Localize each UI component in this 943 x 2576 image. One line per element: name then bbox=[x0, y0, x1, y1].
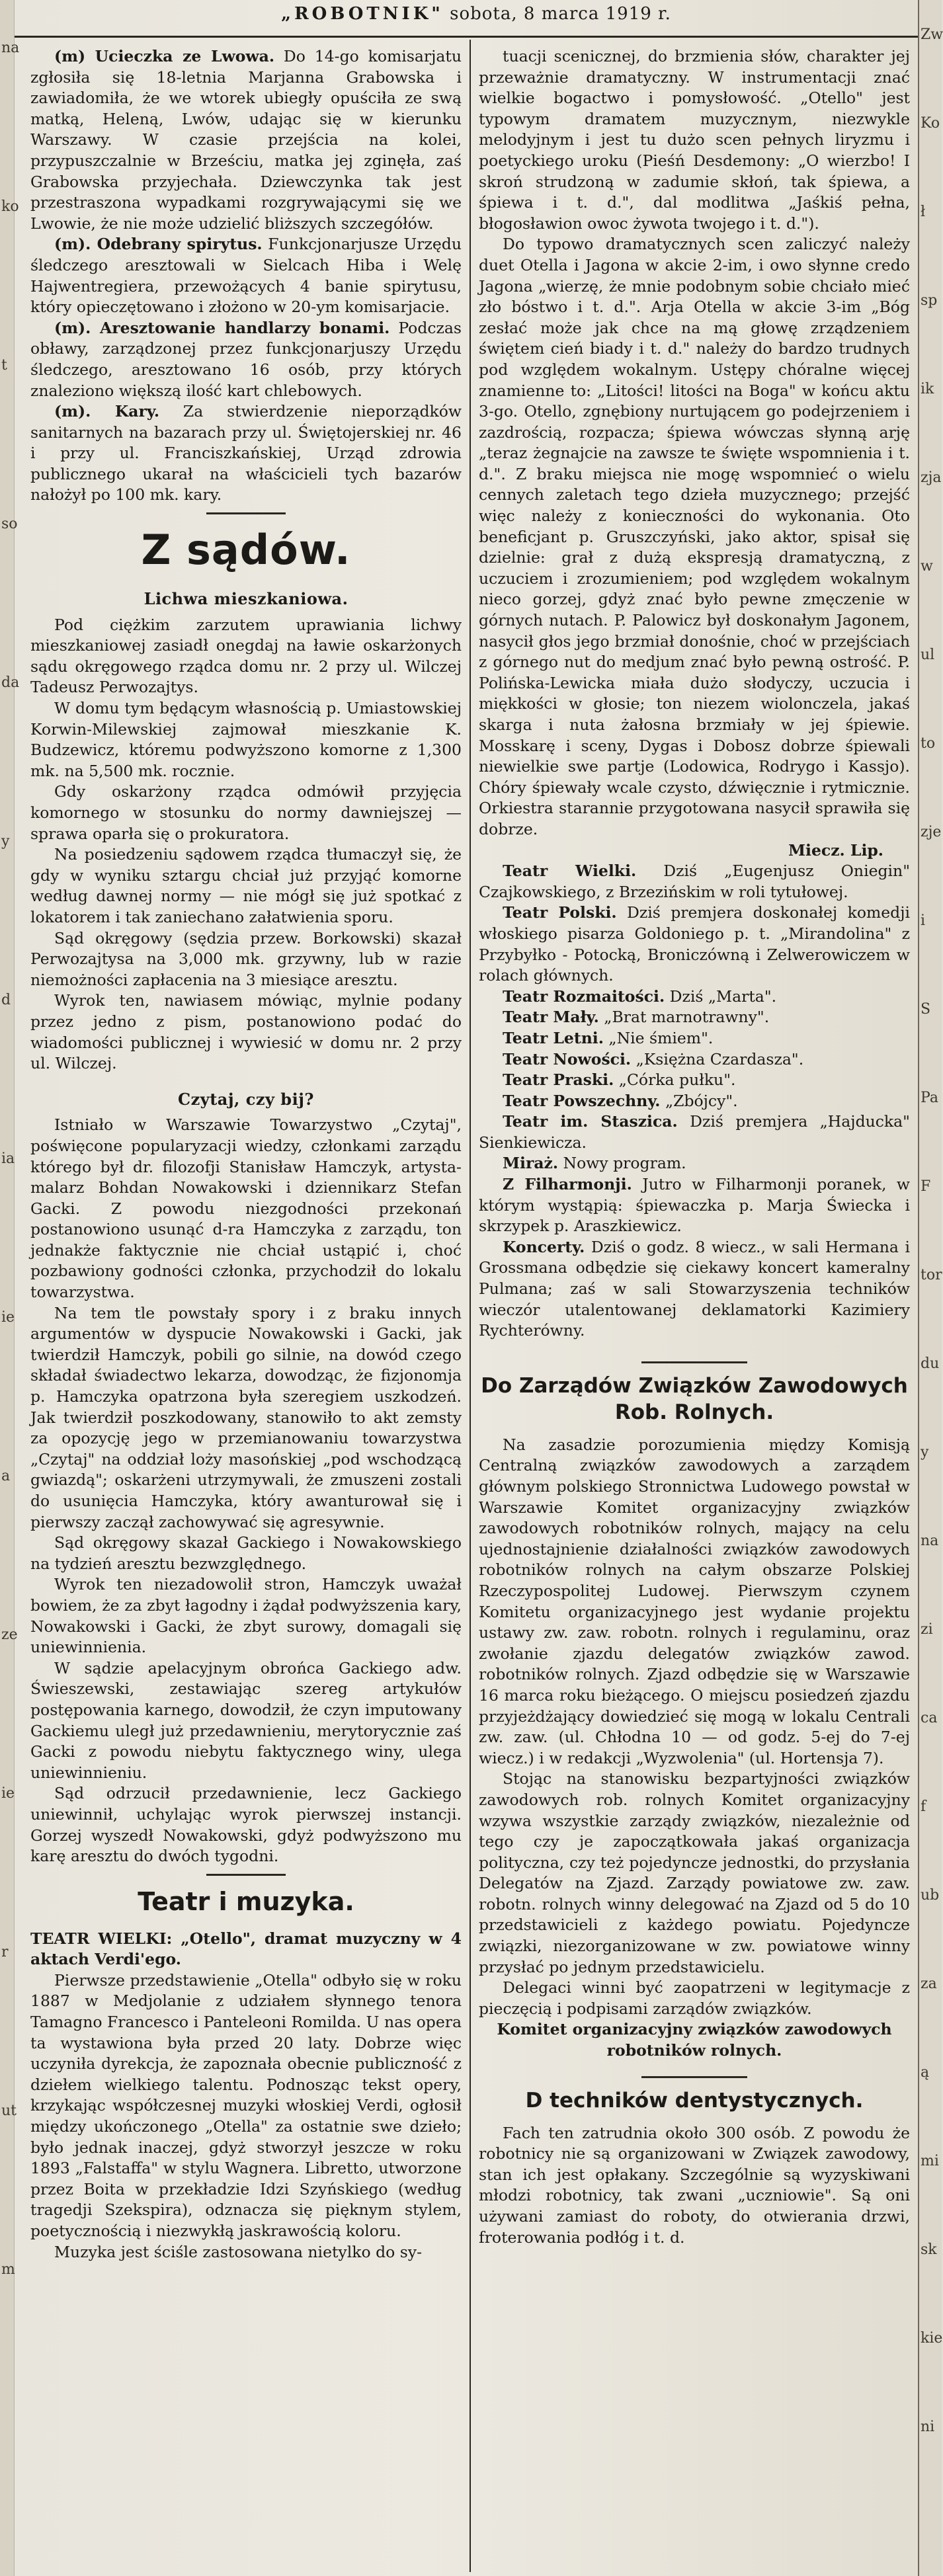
edge-fragment: ni bbox=[921, 2419, 935, 2435]
czytaj-title: Czytaj, czy bij? bbox=[178, 1089, 314, 1109]
theatre-listing bbox=[479, 1091, 910, 1112]
edge-fragment: sk bbox=[921, 2241, 937, 2258]
news-item-text: Za stwierdzenie nieporządków sanitarnych na bazarach przy ul. Świętojerskiej nr. 46 i przy ul. Franciszkańskiej, Urząd zdrowia publicznego ukarał na właścicieli tych bazarów nałożył po 100 mk. kary. bbox=[30, 402, 462, 504]
lichwa-paragraph: Sąd okręgowy (sędzia przew. Borkowski) skazał Perwozajtysa na 3,000 mk. grzywny, lub w razie niemożności zapłacenia na 3 miesiące aresztu. bbox=[30, 928, 462, 989]
news-item-lead: (m). Aresztowanie handlarzy bonami. bbox=[54, 318, 390, 337]
review-paragraph: tuacji scenicznej, do brzmienia słów, charakter jej przeważnie dramatyczny. W instrumentacji znać wielkie bogactwo i pomysłowość. „Otello" jest typowym dramatem muzycznym, niezwykle melodyjnym i jest tu dużo scen pełnych liryzmu i poetyckiego uroku (Pieśń Desdemony: „O wierzbo! I skroń strudzoną w zadumie skłoń, tak śpiewa, a śpiewa i t. d.", dal modlitwa „Jaśkiś pełna, błogosławion owoc żywota twojego i t. d."). bbox=[479, 47, 910, 233]
theatre-listing bbox=[479, 1028, 910, 1049]
news-item bbox=[30, 318, 462, 401]
theatre-listing-lead: Teatr im. Staszica. bbox=[503, 1112, 678, 1131]
edge-fragment: ca bbox=[921, 1710, 938, 1726]
news-item-lead: (m) Ucieczka ze Lwowa. bbox=[54, 47, 275, 65]
news-item bbox=[30, 401, 462, 506]
right-neighbor-page-strip bbox=[918, 0, 942, 2576]
edge-fragment: r bbox=[1, 1944, 9, 1960]
edge-fragment: F bbox=[921, 1178, 931, 1195]
edge-fragment: y bbox=[1, 833, 10, 850]
edge-fragment: ub bbox=[921, 1887, 940, 1904]
theatre-listing-text: „Księżna Czardasza". bbox=[631, 1049, 804, 1068]
theatre-listing bbox=[479, 903, 910, 986]
theatre-listing-lead: Teatr Mały. bbox=[503, 1008, 599, 1027]
news-briefs bbox=[30, 46, 462, 506]
otello-paragraph: Pierwsze przedstawienie „Otella" odbyło się w roku 1887 w Medjolanie z udziałem słynnego tenora Tamagno Francesco i Panteleoni Romilda. U nas opera ta wystawiona była przed 20 laty. Dobrze więc uczyniła dyrekcja, że zapoznała obecnie publiczność z dziełem wielkiego talentu. Podnosząc tekst opery, krzykając współczesnej muzyki włoskiej Verdi, ogłosił między ukończonego „Otella" za ostatnie swe dzieło; było jednak inaczej, gdyż stworzył jeszcze w roku 1893 „Falstaffa" w stylu Wagnera. Libretto, utworzone przez Boita w przekładzie Idzi Szyńskiego (według tragedji Szekspira), odznacza się pięknym stylem, poetycznością i niezwykłą jaskrawością koloru. bbox=[30, 1970, 462, 2240]
theatre-listing-text: Jutro w Filharmonji poranek, w którym wystąpią: śpiewaczka p. Marja Świecka i skrzypek p. Araszkiewicz. bbox=[479, 1175, 911, 1236]
theatre-listing-text: Dziś „Marta". bbox=[665, 986, 777, 1006]
theatre-listing bbox=[479, 1007, 910, 1028]
union-paragraph: Delegaci winni być zaopatrzeni w legitymacje z pieczęcią i podpisami zarządów związków. bbox=[479, 1978, 910, 2018]
czytaj-article bbox=[30, 1115, 462, 1867]
theatre-listing-lead: Teatr Praski. bbox=[503, 1070, 614, 1090]
dentists-heading: D techników dentystycznych. bbox=[525, 2088, 864, 2113]
edge-fragment: Ko bbox=[921, 115, 940, 132]
left-neighbor-page-strip bbox=[0, 0, 20, 2576]
courts-heading: Z sądów. bbox=[141, 526, 351, 575]
edge-fragment: da bbox=[1, 674, 20, 691]
theatre-listing-text: Dziś o godz. 8 wiecz., w sali Hermana i Grossmana odbędzie się ciekawy koncert kameralny Pulmana; zaś w sali Stowarzyszenia techników wieczór utalentowanej deklamatorki Kazimiery Rychterówny. bbox=[479, 1237, 910, 1340]
edge-fragment: ia bbox=[1, 1150, 15, 1167]
edge-fragment: sp bbox=[921, 292, 938, 309]
theatre-listing bbox=[479, 986, 910, 1008]
edge-fragment: tor bbox=[921, 1267, 942, 1283]
union-paragraph: Na zasadzie porozumienia między Komisją Centralną związków zawodowych a zarządem głównym polskiego Stronnictwa Ludowego powstał w Warszawie Komitet organizacyjny związków zawodowych robotników rolnych, mający na celu ujednostajnienie działalności związków zawodowych robotników rolnych na całym obszarze Polskiej Rzeczypospolitej Ludowej. Pierwszym czynem Komitetu organizacyjnego jest wydanie projektu ustawy zw. zaw. robotn. rolnych i regulaminu, oraz zwołanie zjazdu delegatów związków zawod. robotników rolnych. Zjazd odbędzie się w Warszawie 16 marca roku bieżącego. O miejscu posiedzeń zjazdu przyjeżdżający dowiedzieć się mogą w lokalu Centrali zw. zaw. (ul. Chłodna 10 — od godz. 5-ej do 7-ej wiecz.) i w redakcji „Wyzwolenia" (ul. Hortensja 7). bbox=[479, 1435, 910, 1767]
news-item-text: Podczas obławy, zarządzonej przez funkcjonarjuszy Urzędu śledczego, aresztowano 16 osób, przy których znaleziono większą ilość kart chlebowych. bbox=[30, 318, 462, 400]
theatre-listing-lead: Teatr Polski. bbox=[503, 903, 617, 922]
theatre-listing-text: Dziś premjera „Hajducka" Sienkiewicza. bbox=[479, 1112, 910, 1152]
edge-fragment: na bbox=[1, 40, 20, 56]
edge-fragment: w bbox=[921, 558, 933, 575]
edge-fragment: Pa bbox=[921, 1090, 938, 1106]
theatre-listing bbox=[479, 1153, 910, 1174]
union-signature: Komitet organizacyjny związków zawodowych robotników rolnych. bbox=[497, 2020, 892, 2060]
theatre-listing-lead: Teatr Letni. bbox=[503, 1028, 604, 1047]
edge-fragment: ik bbox=[921, 381, 934, 397]
theatre-listing-text: „Brat marnotrawny". bbox=[598, 1008, 770, 1027]
news-item-text: Do 14-go komisarjatu zgłosiła się 18-letnia Marjanna Grabowska i zawiadomiła, że we wtorek ubiegły opuściła ze swą matką, Heleną, Lwów, udając się w kierunku Warszawy. W czasie przejścia na kolei, przypuszczalnie w Brześciu, matka jej zginęła, zaś Grabowska przyjechała. Dziewczynka tak jest przestraszona wypadkami rozgrywającymi się we Lwowie, że nie może udzielić bliższych szczegółów. bbox=[30, 47, 462, 233]
review-signature: Miecz. Lip. bbox=[788, 840, 883, 860]
edge-fragment: a bbox=[1, 1468, 11, 1484]
theatre-listings bbox=[479, 861, 910, 1342]
lichwa-paragraph: Gdy oskarżony rządca odmówił przyjęcia komornego w stosunku do normy dawniejszej — sprawa oparła się o prokuratora. bbox=[30, 782, 462, 843]
news-item-text: Funkcjonarjusze Urzędu śledczego aresztowali w Sielcach Hiba i Welę Hajwentregiera, przewożących 4 banie spirytusu, który opieczętowano i złożono w 20-ym komisarjacie. bbox=[30, 235, 462, 317]
edge-fragment: ą bbox=[921, 2064, 930, 2081]
edge-fragment: ul bbox=[921, 647, 935, 663]
theatre-listing bbox=[479, 861, 910, 903]
czytaj-paragraph: Sąd okręgowy skazał Gackiego i Nowakowskiego na tydzień aresztu bezwzględnego. bbox=[30, 1533, 462, 1573]
czytaj-paragraph: Sąd odrzucił przedawnienie, lecz Gackiego uniewinnił, uchylając wyrok pierwszej instancji. Gorzej wyszedł Nowakowski, gdyż podwyższono mu karę aresztu do dwóch tygodni. bbox=[30, 1784, 462, 1866]
edge-fragment: m bbox=[1, 2261, 15, 2278]
edge-fragment: ko bbox=[1, 198, 19, 215]
theatre-listing-lead: Z Filharmonji. bbox=[503, 1175, 632, 1194]
edge-fragment: i bbox=[921, 912, 926, 929]
edge-fragment: na bbox=[921, 1533, 939, 1549]
theatre-listing-text: „Nie śmiem". bbox=[603, 1028, 714, 1047]
column-right bbox=[479, 46, 910, 2565]
otello-paragraph: Muzyka jest ściśle zastosowana nietylko do sy- bbox=[54, 2242, 423, 2261]
edge-fragment: y bbox=[921, 1444, 929, 1461]
theatre-listing bbox=[479, 1174, 910, 1237]
masthead-rule bbox=[15, 36, 918, 38]
theatre-listing bbox=[479, 1049, 910, 1070]
theatre-listing-lead: Teatr Powszechny. bbox=[503, 1091, 661, 1110]
union-paragraph: Stojąc na stanowisku bezpartyjności związków zawodowych rob. rolnych Komitet organizacyjny wzywa wszystkie zarządy związków, niezależnie od tego czy je zapoczątkowała jakaś organizacja polityczna, czy też pojedyncze jednostki, do przysłania Delegatów na Zjazd. Zarządy powiatowe zw. zaw. robotn. rolnych winny delegować na Zjazd od 5 do 10 przedstawicieli z każdego powiatu. Pojedyncze związki, niezorganizowane w zw. powiatowe winny przysłać po jednym przedstawicielu. bbox=[479, 1769, 910, 1976]
edge-fragment: kie bbox=[921, 2330, 943, 2347]
edge-fragment: Zw bbox=[921, 26, 943, 43]
column-left bbox=[30, 46, 462, 2565]
theatre-listing bbox=[479, 1111, 910, 1153]
edge-fragment: du bbox=[921, 1355, 940, 1372]
paper-title: „ROBOTNIK" bbox=[281, 4, 444, 24]
edge-fragment: d bbox=[1, 992, 11, 1008]
theatre-listing-text: Dziś „Eugenjusz Oniegin" Czajkowskiego, z Brzezińskim w roli tytułowej. bbox=[479, 862, 910, 901]
news-item bbox=[30, 234, 462, 317]
lichwa-article bbox=[30, 615, 462, 1074]
edge-fragment: zi bbox=[921, 1621, 933, 1638]
teatr-heading: Teatr i muzyka. bbox=[138, 1886, 354, 1916]
edge-fragment: za bbox=[921, 1976, 937, 1992]
review-paragraph: Do typowo dramatycznych scen zaliczyć należy duet Otella i Jagona w akcie 2-im, i owo słynne credo Jagona „wierzę, że mnie podobnym sobie chciało mieć zło bóstwo i t. d.". Arja Otella w akcie 3-im „Bóg zesłać może jak chce na mą głowę zrządzeniem świętem cień biady i t. d." należy do bardzo trudnych pod względem wokalnym. Ustępy chóralne więcej znamienne to: „Litości! litości na Boga" w końcu aktu 3-go. Otello, zgnębiony nurtującem go podejrzeniem i zazdrością, rozpacza; śpiewa wówczas słynną arję „teraz żegnajcie na zawsze te święte wspomnienia i t. d.". Z braku miejsca nie mogę wspomnieć o wielu cennych zaletach tego dzieła muzycznego; przejść więc należy z konieczności do wykonania. Oto beneficjant p. Gruszczyński, jako aktor, spisał się dzielnie: grał z dużą ekspresją dramatyczną, z uczuciem i zrozumieniem; pod względem wokalnym nieco gorzej, gdyż znać było pewne zmęczenie w górnych nutach. P. Palowicz był doskonałym Jagonem, nasycił głos jego brzmiał donośnie, choć w przejściach z górnego nut do medjum znać było pewną ostrość. P. Polińska-Lewicka miała dużo słodyczy, uczucia i miękkości w głosie; ton niezem wiolonczela, jakaś skarga i nuta żałosna brzmiały w jej śpiewie. Mosskarę i sceny, Dygas i Dobosz dobrze śpiewali niewielkie swe partje (Lodowica, Rodrygo i Kassjo). Chóry śpiewały wcale czysto, dźwięcznie i rytmicznie. Orkiestra starannie przygotowana nasycił sprawiła się dobrze. bbox=[479, 235, 910, 838]
news-item-lead: (m). Odebrany spirytus. bbox=[54, 235, 263, 254]
otello-lead: TEATR WIELKI: „Otello", dramat muzyczny w 4 aktach Verdi'ego. bbox=[30, 1929, 462, 1969]
news-item-lead: (m). Kary. bbox=[54, 402, 160, 421]
masthead bbox=[40, 4, 913, 34]
otello-review-continued bbox=[479, 46, 910, 840]
section-rule bbox=[206, 1874, 286, 1876]
lichwa-paragraph: W domu tym będącym własnością p. Umiastowskiej Korwin-Milewskiej zajmował mieszkanie K. Budzewicz, któremu podwyższono komorne z 1,300 mk. na 5,500 mk. rocznie. bbox=[30, 699, 462, 780]
edge-fragment: to bbox=[921, 735, 936, 752]
theatre-listing-lead: Koncerty. bbox=[503, 1237, 585, 1256]
theatre-listing-lead: Teatr Nowości. bbox=[503, 1049, 632, 1068]
edge-fragment: t bbox=[1, 357, 7, 374]
edge-fragment: ł bbox=[921, 204, 926, 220]
issue-date: sobota, 8 marca 1919 r. bbox=[450, 4, 671, 24]
section-rule bbox=[641, 2076, 747, 2078]
lichwa-title: Lichwa mieszkaniowa. bbox=[144, 589, 348, 609]
theatre-listing-text: Dziś premjera doskonałej komedji włoskiego pisarza Goldoniego p. t. „Mirandolina" z Przybyłko - Potocką, Broniczówną i Zelwerowiczem w rolach głównych. bbox=[479, 903, 911, 985]
lichwa-paragraph: Wyrok ten, nawiasem mówiąc, mylnie podany przez jedno z pism, postanowiono podać do wiadomości publicznej i wywiesić w domu nr. 2 przy ul. Wilczej. bbox=[30, 991, 462, 1073]
edge-fragment: ie bbox=[1, 1785, 15, 1802]
union-notice bbox=[479, 1435, 910, 2020]
lichwa-paragraph: Na posiedzeniu sądowem rządca tłumaczył się, że gdy w wyniku sztargu chciał już przyjąć komorne według dawnej normy — nie mógł się już spotkać z lokatorem i tak zaniechano załatwienia sporu. bbox=[30, 845, 462, 926]
edge-fragment: zje bbox=[921, 824, 942, 840]
section-rule bbox=[206, 512, 286, 514]
czytaj-paragraph: Istniało w Warszawie Towarzystwo „Czytaj", poświęcone popularyzacji wiedzy, członkami zarządu którego był dr. filozofji Stanisław Hamczyk, artysta-malarz Bohdan Nowakowski i dziennikarz Stefan Gacki. Z powodu niezgodności przekonań postanowiono usunąć d-ra Hamczyka z zarządu, ton jednakże faktycznie nie chciał ustąpić i, choć pozbawiony godności członka, przychodził do lokalu towarzystwa. bbox=[30, 1115, 462, 1302]
theatre-listing-text: „Zbójcy". bbox=[660, 1091, 738, 1110]
dentists-paragraph: Fach ten zatrudnia około 300 osób. Z powodu że robotnicy nie są organizowani w Związek zawodowy, stan ich jest opłakany. Szczególnie są wyzyskiwani młodzi robotnicy, tak zwani „uczniowie". Są oni używani zamiast do roboty, do otwierania drzwi, froterowania podłóg i t. d. bbox=[479, 2123, 910, 2247]
news-item bbox=[30, 46, 462, 234]
theatre-listing-text: Nowy program. bbox=[558, 1154, 686, 1173]
czytaj-paragraph: W sądzie apelacyjnym obrońca Gackiego adw. Świeszewski, zestawiając szereg artykułów postępowania karnego, dowodził, że czyn imputowany Gackiemu uległ już przedawnieniu, merytorycznie zaś Gacki z powodu niebytu faktycznego winy, ulega uniewinnieniu. bbox=[30, 1658, 462, 1782]
theatre-listing bbox=[479, 1070, 910, 1091]
column-divider bbox=[470, 40, 471, 2572]
theatre-listing-text: „Córka pułku". bbox=[614, 1070, 736, 1090]
edge-fragment: f bbox=[921, 1798, 926, 1815]
otello-review bbox=[30, 1970, 462, 2263]
edge-fragment: zja bbox=[921, 469, 942, 486]
theatre-listing-lead: Miraż. bbox=[503, 1154, 559, 1173]
theatre-listing-lead: Teatr Rozmaitości. bbox=[503, 986, 665, 1006]
edge-fragment: mi bbox=[921, 2153, 939, 2169]
edge-fragment: so bbox=[1, 516, 18, 532]
edge-fragment: ie bbox=[1, 1309, 15, 1326]
edge-fragment: ze bbox=[1, 1627, 18, 1643]
czytaj-paragraph: Na tem tle powstały spory i z braku innych argumentów w dyspucie Nowakowski i Gacki, jak twierdził Hamczyk, pobili go silnie, na dowód czego składał świadectwo lekarza, dowodząc, że fizjonomja p. Hamczyka opatrzona była szeregiem uszkodzeń. Jak twierdził poszkodowany, stanowiło to akt zemsty za opozycję jego w przemianowaniu towarzystwa „Czytaj" na oddział loży masońskiej „pod wschodzącą gwiazdą"; oskarżeni utrzymywali, że zmuszeni zostali do usunięcia Hamczyka, który awanturował się i pierwszy zaczął zachowywać się agresywnie. bbox=[30, 1303, 462, 1531]
czytaj-paragraph: Wyrok ten niezadowolił stron, Hamczyk uważał bowiem, że za zbyt łagodny i żądał podwyższenia kary, Nowakowski i Gacki, że zbyt surowy, domagali się uniewinnienia. bbox=[30, 1575, 462, 1657]
lichwa-paragraph: Pod ciężkim zarzutem uprawiania lichwy mieszkaniowej zasiadł onegdaj na ławie oskarżonych sądu okręgowego rządca domu nr. 2 przy ul. Wilczej Tadeusz Perwozajtys. bbox=[30, 615, 462, 697]
theatre-listing bbox=[479, 1237, 910, 1342]
edge-fragment: ut bbox=[1, 2103, 17, 2119]
edge-fragment: S bbox=[921, 1001, 931, 1018]
theatre-listing-lead: Teatr Wielki. bbox=[503, 862, 637, 881]
union-heading: Do Zarządów Związków Zawodowych Rob. Rolnych. bbox=[481, 1373, 908, 1424]
section-rule bbox=[641, 1361, 747, 1363]
